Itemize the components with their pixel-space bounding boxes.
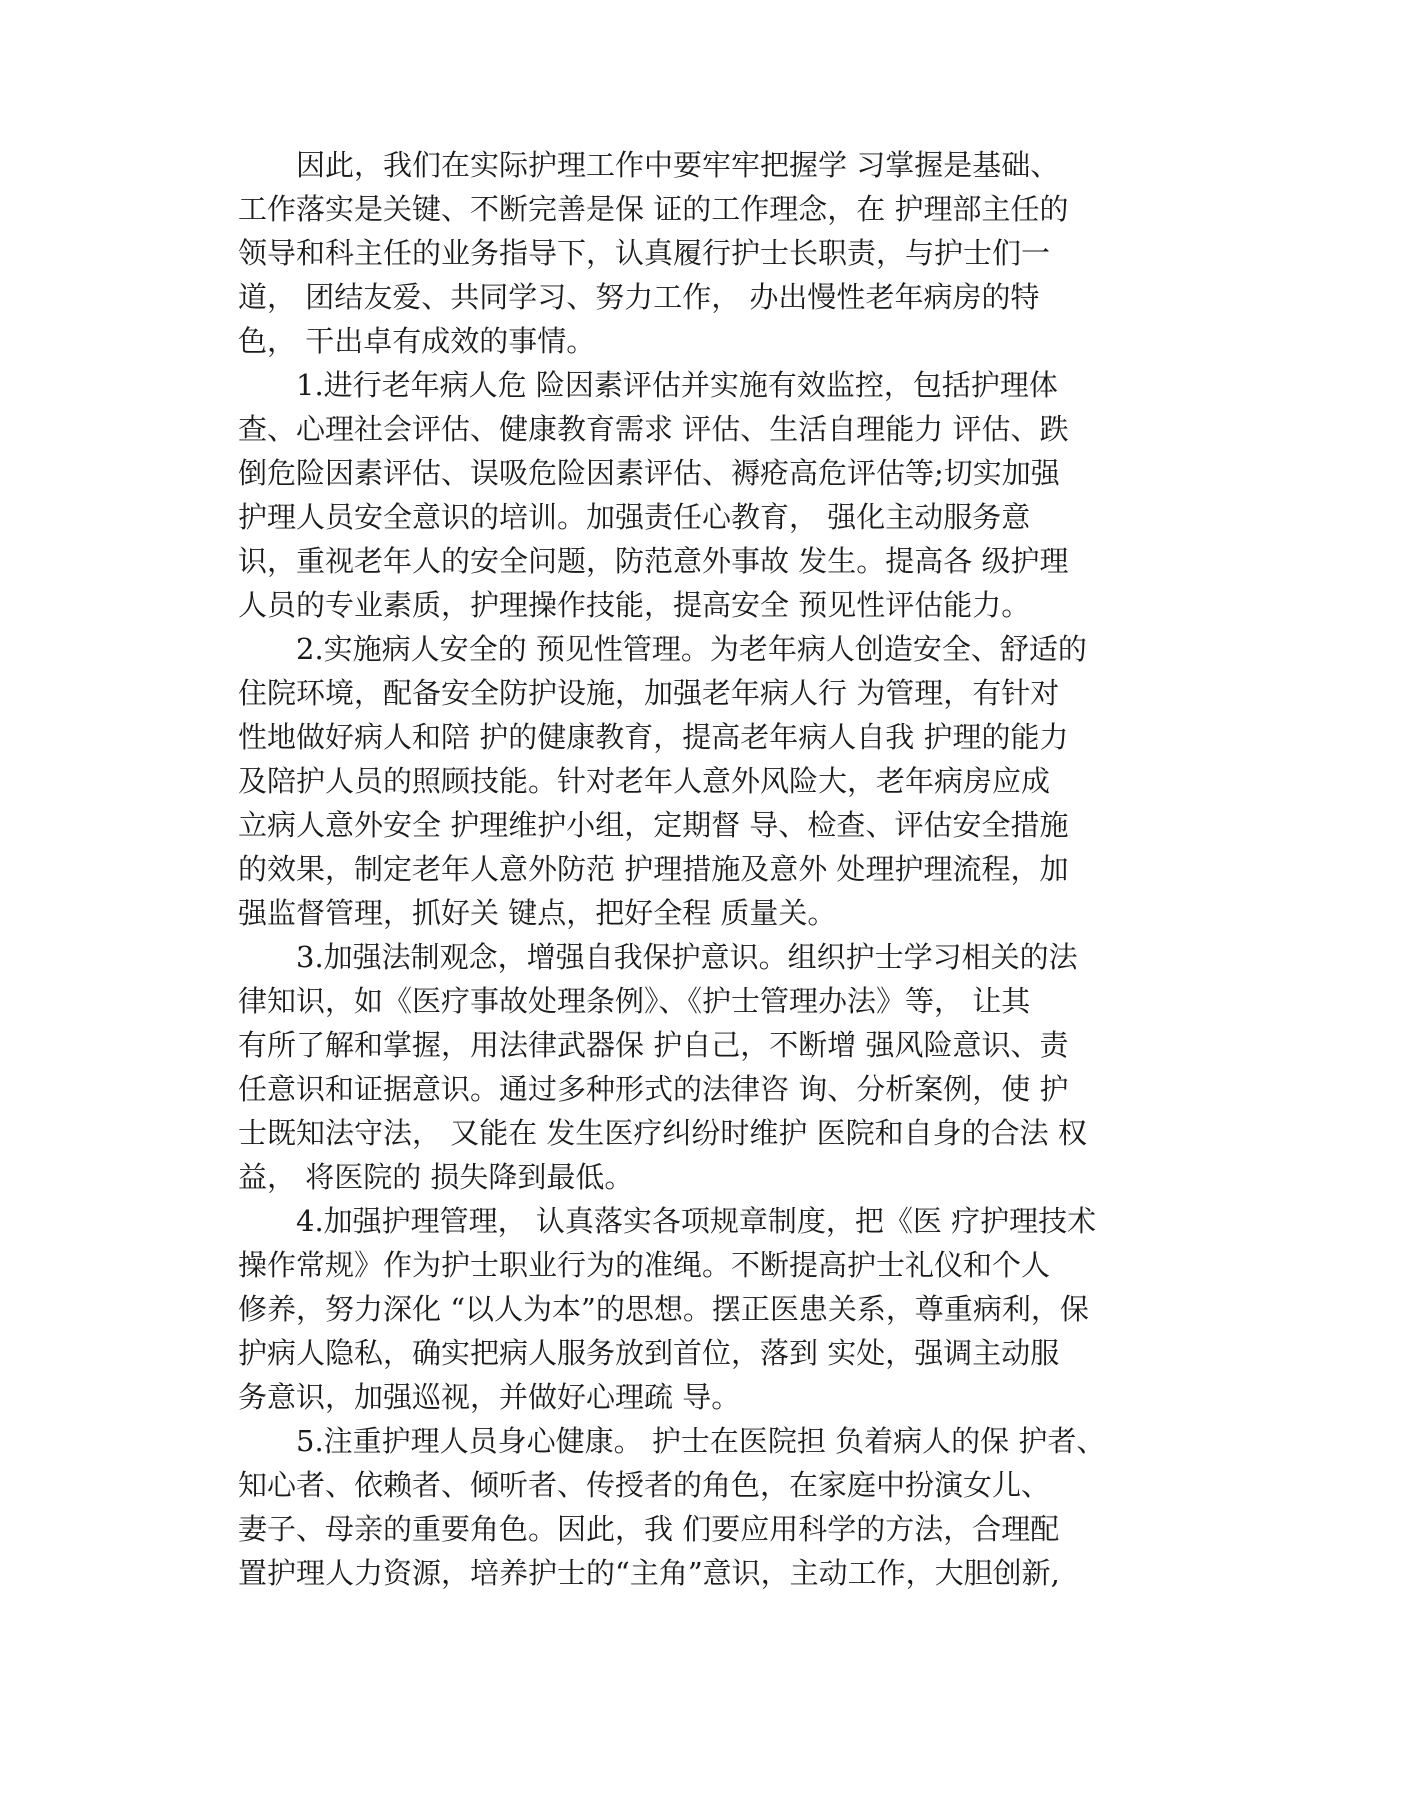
text-line: 有所了解和掌握，用法律武器保 护自己，不断增 强风险意识、责	[238, 1028, 1069, 1062]
text-line: 倒危险因素评估、误吸危险因素评估、褥疮高危评估等;切实加强	[238, 456, 1060, 490]
text-line: 5.注重护理人员身心健康。 护士在医院担 负着病人的保 护者、	[296, 1424, 1106, 1458]
text-line: 领导和科主任的业务指导下，认真履行护士长职责，与护士们一	[238, 236, 1051, 270]
text-line: 1.进行老年病人危 险因素评估并实施有效监控，包括护理体	[296, 368, 1058, 402]
text-line: 3.加强法制观念，增强自我保护意识。组织护士学习相关的法	[296, 940, 1078, 974]
text-line: 道， 团结友爱、共同学习、努力工作， 办出慢性老年病房的特	[238, 280, 1040, 314]
text-line: 律知识，如《医疗事故处理条例》、《护士管理办法》等， 让其	[238, 984, 1031, 1018]
text-line: 知心者、依赖者、倾听者、传授者的角色，在家庭中扮演女儿、	[238, 1468, 1051, 1502]
text-line: 及陪护人员的照顾技能。针对老年人意外风险大，老年病房应成	[238, 764, 1051, 798]
text-line: 任意识和证据意识。通过多种形式的法律咨 询、分析案例，使 护	[238, 1072, 1069, 1106]
text-line: 因此，我们在实际护理工作中要牢牢把握学 习掌握是基础、	[296, 148, 1060, 182]
document-body	[238, 143, 1158, 1595]
text-line: 工作落实是关键、不断完善是保 证的工作理念，在 护理部主任的	[238, 192, 1069, 226]
text-line: 4.加强护理管理， 认真落实各项规章制度，把《医 疗护理技术	[296, 1204, 1097, 1238]
text-line: 修养，努力深化 “以人为本”的思想。摆正医患关系，尊重病利，保	[238, 1292, 1089, 1326]
text-line: 立病人意外安全 护理维护小组，定期督 导、检查、评估安全措施	[238, 808, 1069, 842]
text-line: 操作常规》作为护士职业行为的准绳。不断提高护士礼仪和个人	[238, 1248, 1051, 1282]
text-line: 住院环境，配备安全防护设施，加强老年病人行 为管理，有针对	[238, 676, 1060, 710]
text-line: 置护理人力资源，培养护士的“主角”意识，主动工作，大胆创新,	[238, 1556, 1060, 1590]
text-line: 性地做好病人和陪 护的健康教育，提高老年病人自我 护理的能力	[238, 720, 1069, 754]
text-line: 益， 将医院的 损失降到最低。	[238, 1160, 634, 1194]
text-line: 的效果，制定老年人意外防范 护理措施及意外 处理护理流程，加	[238, 852, 1069, 886]
text-line: 妻子、母亲的重要角色。因此，我 们要应用科学的方法，合理配	[238, 1512, 1060, 1546]
text-line: 士既知法守法， 又能在 发生医疗纠纷时维护 医院和自身的合法 权	[238, 1116, 1087, 1150]
text-line: 查、心理社会评估、健康教育需求 评估、生活自理能力 评估、跌	[238, 412, 1069, 446]
text-line: 护病人隐私，确实把病人服务放到首位，落到 实处，强调主动服	[238, 1336, 1060, 1370]
text-line: 人员的专业素质，护理操作技能，提高安全 预见性评估能力。	[238, 588, 1031, 622]
text-line: 色， 干出卓有成效的事情。	[238, 324, 596, 358]
text-line: 识，重视老年人的安全问题，防范意外事故 发生。提高各 级护理	[238, 544, 1069, 578]
text-line: 2.实施病人安全的 预见性管理。为老年病人创造安全、舒适的	[296, 632, 1087, 666]
text-line: 强监督管理，抓好关 键点，把好全程 质量关。	[238, 896, 837, 930]
text-line: 护理人员安全意识的培训。加强责任心教育， 强化主动服务意	[238, 500, 1031, 534]
text-line: 务意识，加强巡视，并做好心理疏 导。	[238, 1380, 741, 1414]
